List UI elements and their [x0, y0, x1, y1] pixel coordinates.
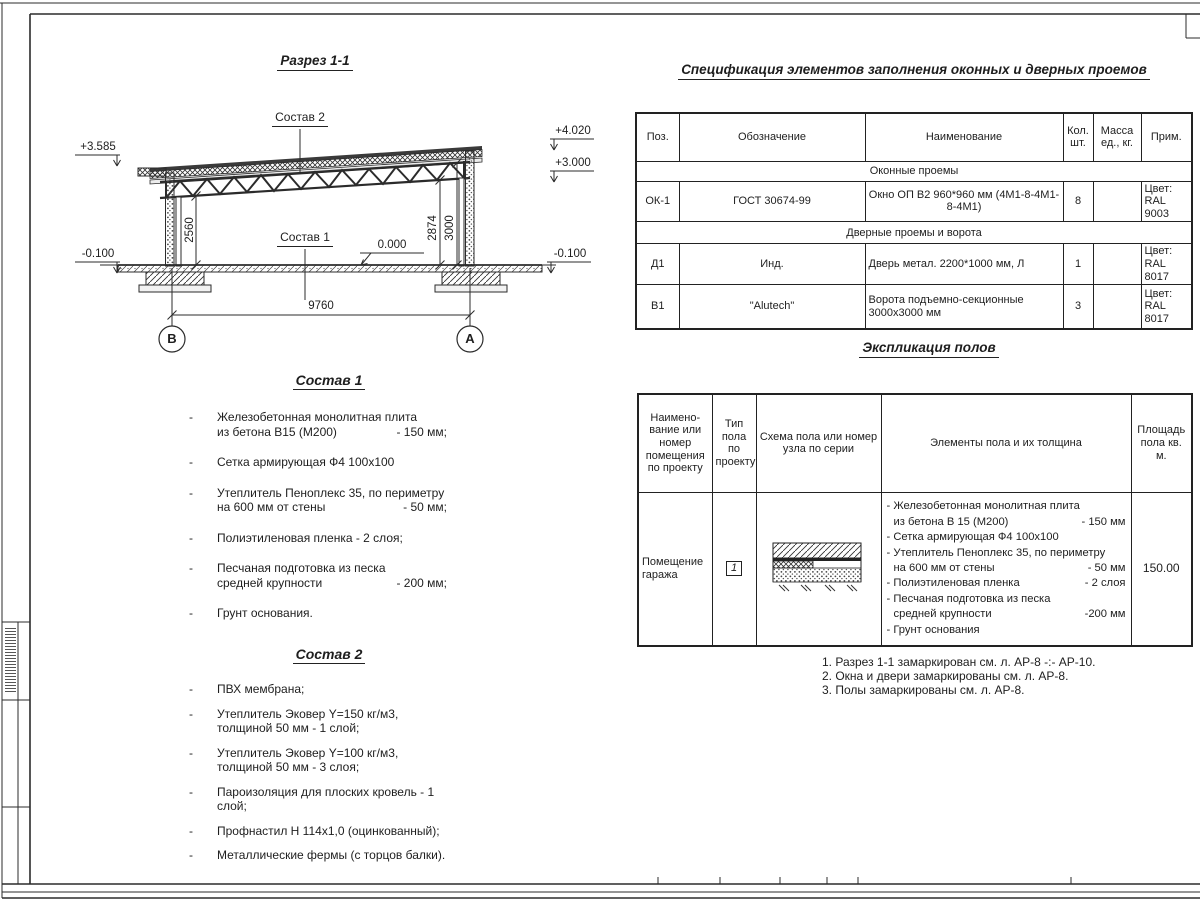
item-text: Профнастил Н 114х1,0 (оцинкованный);	[217, 823, 440, 838]
cell-name: Дверь метал. 2200*1000 мм, Л	[865, 244, 1063, 285]
spec-section-row	[636, 161, 1192, 181]
bullet-dash: -	[189, 745, 193, 760]
sostav1-heading-text: Состав 1	[293, 372, 366, 390]
bullet-dash: -	[189, 561, 193, 575]
dim-3000: 3000	[444, 215, 456, 241]
item-text: Грунт основания.	[217, 606, 313, 620]
floor-type-box: 1	[726, 561, 742, 576]
zero-level-mark	[360, 253, 424, 265]
bullet-dash: -	[189, 530, 193, 545]
list-item	[189, 455, 447, 470]
sostav2-heading	[289, 646, 369, 664]
zero-level-label: 0.000	[377, 239, 407, 251]
item-text: толщиной 50 мм - 3 слоя;	[217, 760, 360, 774]
bullet-dash: -	[189, 606, 193, 620]
col-header: Наименование	[865, 113, 1063, 161]
col-header: Площадь пола кв. м.	[1131, 394, 1192, 492]
note-line: 1. Разрез 1-1 замаркирован см. л. АР-8 -:- АР-10.	[822, 655, 1096, 669]
item-text: на 600 мм от стены	[217, 500, 326, 514]
item-value: - 150 мм;	[396, 424, 447, 439]
list-item	[189, 682, 447, 697]
cell-pos: Д1	[636, 244, 679, 285]
dim-2874: 2874	[427, 215, 439, 241]
spec-table-title-text: Спецификация элементов заполнения оконных и дверных проемов	[678, 62, 1150, 80]
item-text: Железобетонная монолитная плита	[217, 410, 418, 424]
bullet-dash: -	[189, 485, 193, 500]
cell-note: Цвет: RAL 9003	[1141, 181, 1192, 222]
element-value: - 150 мм	[1081, 515, 1126, 528]
cell-floor-elements	[881, 492, 1131, 646]
item-text: Песчаная подготовка из песка	[217, 561, 386, 575]
cell-floor-type	[712, 492, 756, 646]
list-item	[189, 410, 447, 439]
col-header: Кол. шт.	[1063, 113, 1093, 161]
right-wall-panel	[466, 151, 475, 266]
element-value: -200 мм	[1084, 608, 1126, 621]
col-header: Прим.	[1141, 113, 1192, 161]
cell-doc: "Alutech"	[679, 285, 865, 329]
item-value: - 50 мм;	[403, 500, 447, 514]
col-header: Масса ед., кг.	[1093, 113, 1141, 161]
element-text: - Грунт основания	[886, 623, 980, 636]
item-text: толщиной 50 мм - 1 слой;	[217, 721, 360, 735]
list-item	[189, 606, 447, 621]
table-row	[636, 244, 1192, 285]
dim-9760: 9760	[308, 300, 334, 312]
left-steel-column	[176, 197, 181, 266]
list-item	[189, 486, 447, 515]
cell-floor-schema	[756, 492, 881, 646]
col-header: Элементы пола и их толщина	[881, 394, 1131, 492]
list-item	[189, 561, 447, 590]
bullet-dash: -	[189, 455, 193, 469]
item-text: Пароизоляция для плоских кровель - 1 слой;	[217, 784, 435, 813]
level-right-top: +4.020	[555, 125, 591, 137]
axis-label-a: А	[465, 331, 475, 346]
bullet-dash: -	[189, 784, 193, 799]
cell-note: Цвет: RAL 8017	[1141, 285, 1192, 329]
cell-qty: 1	[1063, 244, 1093, 285]
element-text: - Песчаная подготовка из песка	[886, 592, 1051, 605]
item-text: Утеплитель Эковер Y=100 кг/м3,	[217, 745, 399, 760]
list-item	[189, 707, 447, 736]
spec-table-title	[654, 62, 1174, 80]
cell-doc: ГОСТ 30674-99	[679, 181, 865, 222]
note-line: 2. Окна и двери замаркированы см. л. АР-8.	[822, 669, 1069, 683]
list-item	[189, 848, 447, 863]
sostav2-list	[189, 682, 447, 863]
bullet-dash: -	[189, 848, 193, 862]
cell-area: 150.00	[1131, 492, 1192, 646]
axis-bubbles	[159, 326, 483, 352]
section-label: Дверные проемы и ворота	[636, 222, 1192, 244]
spec-table	[635, 112, 1193, 325]
sostav1-list	[189, 410, 447, 621]
element-value: - 2 слоя	[1084, 577, 1126, 590]
cell-mass	[1093, 285, 1141, 329]
table-row	[638, 492, 1192, 646]
cell-mass	[1093, 181, 1141, 222]
item-text: средней крупности	[217, 575, 323, 590]
section-title	[235, 53, 395, 71]
element-text: - Полиэтиленовая пленка	[886, 577, 1020, 590]
spec-section-row	[636, 222, 1192, 244]
cell-pos: В1	[636, 285, 679, 329]
section-label: Оконные проемы	[636, 161, 1192, 181]
cell-note: Цвет: RAL 8017	[1141, 244, 1192, 285]
cell-pos: ОК-1	[636, 181, 679, 222]
floors-table	[637, 393, 1193, 645]
list-item	[189, 531, 447, 546]
floors-table-title-text: Экспликация полов	[859, 340, 998, 358]
table-row	[636, 181, 1192, 222]
canopy-stub	[138, 168, 166, 176]
element-text: - Сетка армирующая Ф4 100х100	[886, 531, 1059, 544]
floor-foundations	[100, 265, 556, 292]
level-left-bottom: -0.100	[81, 248, 115, 260]
sostav2-callout-text: Состав 2	[272, 111, 328, 127]
col-header: Поз.	[636, 113, 679, 161]
floor-schema-diagram	[771, 539, 867, 595]
element-text: на 600 мм от стены	[893, 562, 995, 575]
bullet-dash: -	[189, 706, 193, 721]
bullet-dash: -	[189, 823, 193, 838]
element-text: - Утеплитель Пеноплекс 35, по периметру	[886, 546, 1106, 559]
right-steel-column	[459, 178, 464, 266]
col-header: Обозначение	[679, 113, 865, 161]
sostav2-heading-text: Состав 2	[293, 646, 366, 664]
cell-room: Помещение гаража	[638, 492, 712, 646]
item-text: Утеплитель Эковер Y=150 кг/м3,	[217, 706, 399, 721]
section-title-text: Разрез 1-1	[277, 53, 352, 71]
element-text: из бетона В 15 (М200)	[893, 515, 1009, 528]
cell-name: Окно ОП В2 960*960 мм (4М1-8-4М1-8-4М1)	[865, 181, 1063, 222]
sostav2-callout	[252, 111, 348, 127]
stamp-text-block	[5, 628, 16, 692]
level-right-mid: +3.000	[555, 157, 591, 169]
axis-label-b: В	[167, 331, 177, 346]
floors-table-title	[829, 340, 1029, 358]
cell-doc: Инд.	[679, 244, 865, 285]
col-header: Наимено-вание или номер помещения по проекту	[638, 394, 712, 492]
note-line: 3. Полы замаркированы см. л. АР-8.	[822, 683, 1025, 697]
bullet-dash: -	[189, 410, 193, 424]
cell-qty: 3	[1063, 285, 1093, 329]
spec-header-row	[636, 113, 1192, 161]
list-item	[189, 746, 447, 775]
element-text: средней крупности	[893, 608, 992, 621]
item-text: Металлические фермы (с торцов балки).	[217, 848, 446, 862]
left-wall-panel	[166, 173, 175, 266]
item-value: - 200 мм;	[396, 575, 447, 590]
notes-block	[822, 655, 1182, 697]
bullet-dash: -	[189, 682, 193, 696]
table-row	[636, 285, 1192, 329]
sostav1-callout	[257, 231, 353, 247]
list-item	[189, 824, 447, 839]
col-header: Схема пола или номер узла по серии	[756, 394, 881, 492]
cell-mass	[1093, 244, 1141, 285]
sostav1-heading	[289, 372, 369, 390]
item-text: Утеплитель Пеноплекс 35, по периметру	[217, 485, 445, 500]
floors-header-row	[638, 394, 1192, 492]
item-text: ПВХ мембрана;	[217, 682, 305, 696]
element-text: - Железобетонная монолитная плита	[886, 500, 1080, 513]
cell-name: Ворота подъемно-секционные 3000х3000 мм	[865, 285, 1063, 329]
item-text: Сетка армирующая Ф4 100х100	[217, 455, 395, 469]
dim-2560: 2560	[184, 217, 196, 243]
item-text: из бетона В15 (М200)	[217, 424, 337, 439]
level-right-bottom: -0.100	[553, 248, 587, 260]
sostav1-callout-text: Состав 1	[277, 231, 333, 247]
col-header: Тип пола по проекту	[712, 394, 756, 492]
leader-lines	[300, 129, 305, 300]
level-left-top: +3.585	[80, 141, 116, 153]
cell-qty: 8	[1063, 181, 1093, 222]
item-text: Полиэтиленовая пленка - 2 слоя;	[217, 530, 403, 545]
element-value: - 50 мм	[1087, 562, 1126, 575]
list-item	[189, 785, 447, 814]
